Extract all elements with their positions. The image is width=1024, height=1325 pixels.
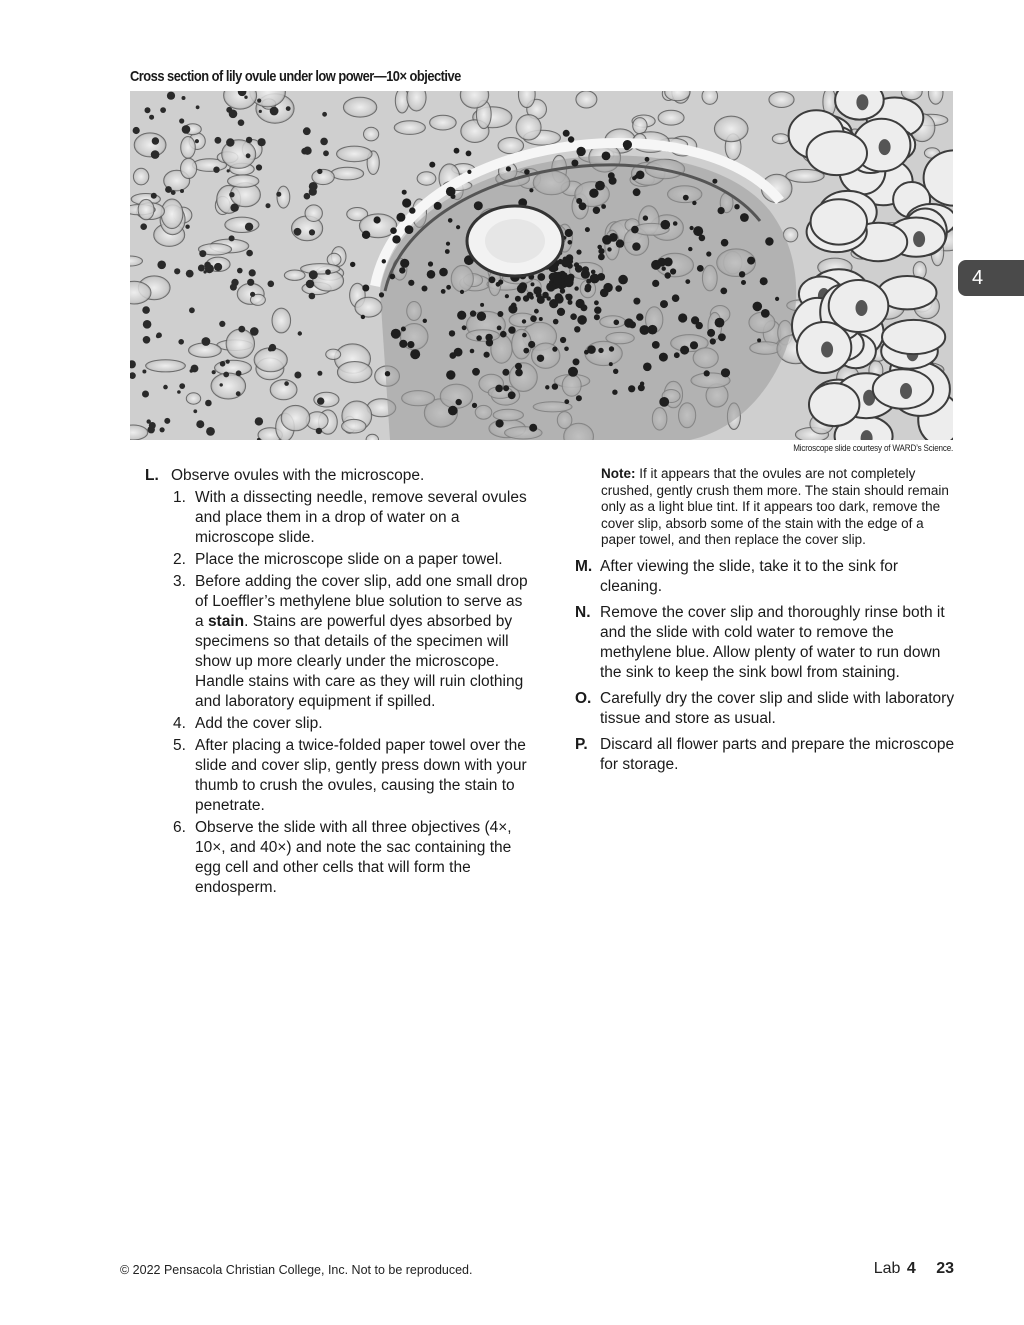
substep-number: 3. (173, 573, 186, 590)
step-text: Observe ovules with the microscope. (171, 467, 425, 484)
chapter-tab: 4 (958, 260, 1024, 296)
lab-number: 4 (906, 1260, 916, 1277)
substep-number: 5. (173, 737, 186, 754)
step-letter: N. (575, 603, 591, 621)
step-p (575, 735, 960, 775)
substep-number: 4. (173, 715, 186, 732)
step-letter: M. (575, 557, 593, 575)
substep-number: 1. (173, 489, 186, 506)
step-text: Remove the cover slip and thoroughly rinse both it and the slide with cold water to remove the methylene blue. Allow plenty of water to run down the sink to keep the sink bowl from staining. (600, 603, 945, 681)
substep-number: 2. (173, 551, 186, 568)
step-n (575, 603, 960, 683)
substep (145, 736, 530, 816)
note-text: If it appears that the ovules are not completely crushed, gently crush them more. The stain should remain only as a light blue tint. If it appears too dark, remove the cover slip, absorb some of the stain with the edge of a paper towel, and then replace the cover slip. (601, 466, 949, 547)
substep (145, 572, 530, 712)
step-l (145, 466, 530, 486)
substep-text: After placing a twice-folded paper towel over the slide and cover slip, gently press down with your thumb to crush the ovules, causing the stain to penetrate. (195, 737, 527, 814)
substep-text-part: . Stains are powerful dyes absorbed by specimens so that details of the specimen will show up more clearly under the microscope. Handle stains with care as they will ruin clothing and laboratory equipment if spilled. (195, 613, 524, 710)
substep-text: Place the microscope slide on a paper towel. (195, 551, 503, 568)
right-column (575, 466, 960, 781)
substep (145, 488, 530, 548)
image-credit: Microscope slide courtesy of WARD’s Science. (793, 443, 953, 454)
step-letter: L. (145, 467, 159, 484)
term-stain: stain (207, 613, 245, 630)
left-column (145, 466, 530, 898)
figure-title: Cross section of lily ovule under low power—10× objective (130, 68, 461, 85)
substep-text-part: Before adding the cover slip, add one small drop of Loeffler’s methylene blue solution to serve as a (195, 573, 528, 630)
micrograph-image (130, 91, 953, 440)
substep-text: With a dissecting needle, remove several ovules and place them in a drop of water on a microscope slide. (195, 489, 527, 546)
step-o (575, 689, 960, 729)
step-text: After viewing the slide, take it to the sink for cleaning. (600, 557, 899, 595)
footer-copyright: © 2022 Pensacola Christian College, Inc. Not to be reproduced. (120, 1263, 473, 1277)
page-number: 23 (936, 1260, 954, 1277)
note (575, 466, 960, 549)
step-m (575, 557, 960, 597)
step-letter: O. (575, 689, 592, 707)
step-text: Discard all flower parts and prepare the microscope for storage. (600, 735, 955, 773)
lab-label: Lab (873, 1260, 901, 1277)
substep-number: 6. (173, 819, 186, 836)
step-letter: P. (575, 735, 588, 753)
step-text: Carefully dry the cover slip and slide with laboratory tissue and store as usual. (600, 689, 955, 727)
substep (145, 818, 530, 898)
substep (145, 550, 530, 570)
substep-text (195, 573, 528, 710)
substep-text: Add the cover slip. (195, 715, 323, 732)
substep (145, 714, 530, 734)
footer-page-info (874, 1260, 954, 1278)
substep-text: Observe the slide with all three objectives (4×, 10×, and 40×) and note the sac containing the egg cell and other cells that will form the endosperm. (195, 819, 512, 896)
note-label: Note: (601, 466, 636, 481)
